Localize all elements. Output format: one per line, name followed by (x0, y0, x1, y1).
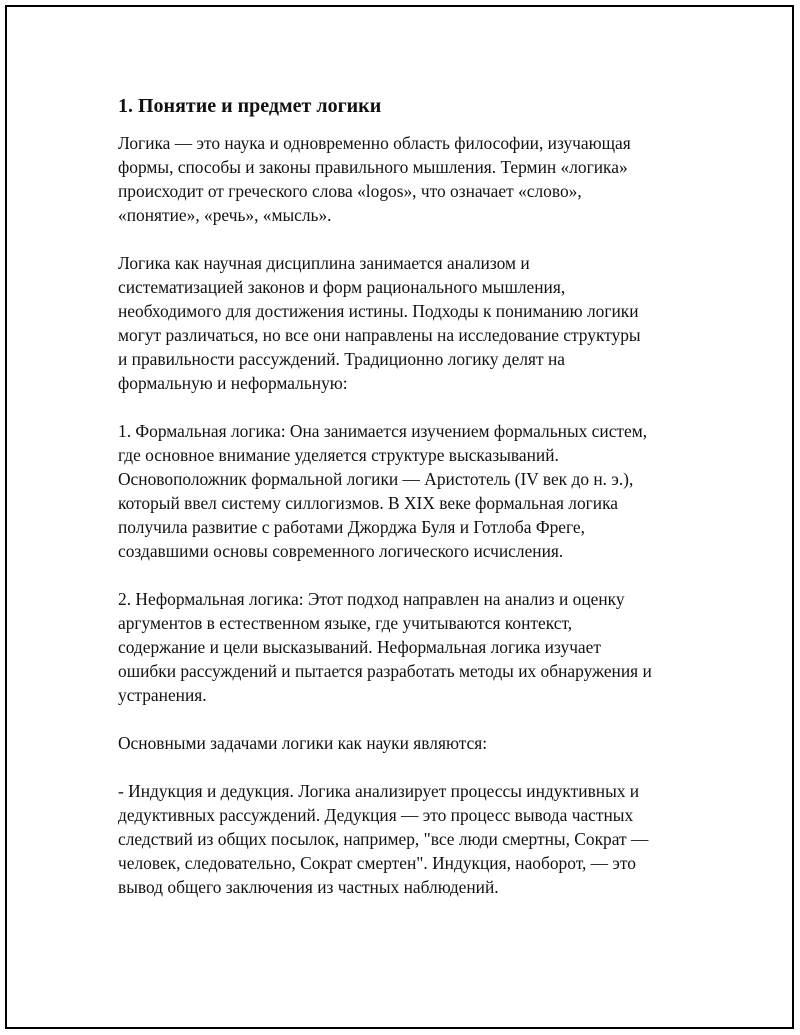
paragraph-definition: Логика — это наука и одновременно область философии, изучающая формы, способы и законы правильного мышления. Термин «логика» происходит от греческого слова «logos», что означает «слово», «понятие», «речь», «мысль». (118, 133, 631, 225)
section-heading: 1. Понятие и предмет логики (118, 95, 382, 117)
paragraph-discipline: Логика как научная дисциплина занимается анализом и систематизацией законов и форм рационального мышления, необходимого для достижения истины. Подходы к пониманию логики могут различаться, но все они направлены на исследование структуры и правильности рассуждений. Традиционно логику делят на формальную и неформальную: (118, 253, 641, 393)
paragraph-formal-logic: 1. Формальная логика: Она занимается изучением формальных систем, где основное внимание уделяется структуре высказываний. Основоположник формальной логики — Аристотель (IV век до н. э.), который ввел систему силлогизмов. В XIX веке формальная логика получила развитие с работами Джорджа Буля и Готлоба Фреге, создавшими основы современного логического исчисления. (118, 421, 648, 561)
paragraph-induction-deduction: - Индукция и дедукция. Логика анализирует процессы индуктивных и дедуктивных рассуждений. Дедукция — это процесс вывода частных следствий из общих посылок, например, "все люди смертны, Сократ — человек, следовательно, Сократ смертен". Индукция, наоборот, — это вывод общего заключения из частных наблюдений. (118, 781, 649, 897)
document-body (118, 93, 698, 923)
paragraph-informal-logic: 2. Неформальная логика: Этот подход направлен на анализ и оценку аргументов в естественном языке, где учитываются контекст, содержание и цели высказываний. Неформальная логика изучает ошибки рассуждений и пытается разработать методы их обнаружения и устранения. (118, 589, 652, 705)
paragraph-tasks-intro: Основными задачами логики как науки являются: (118, 733, 488, 753)
